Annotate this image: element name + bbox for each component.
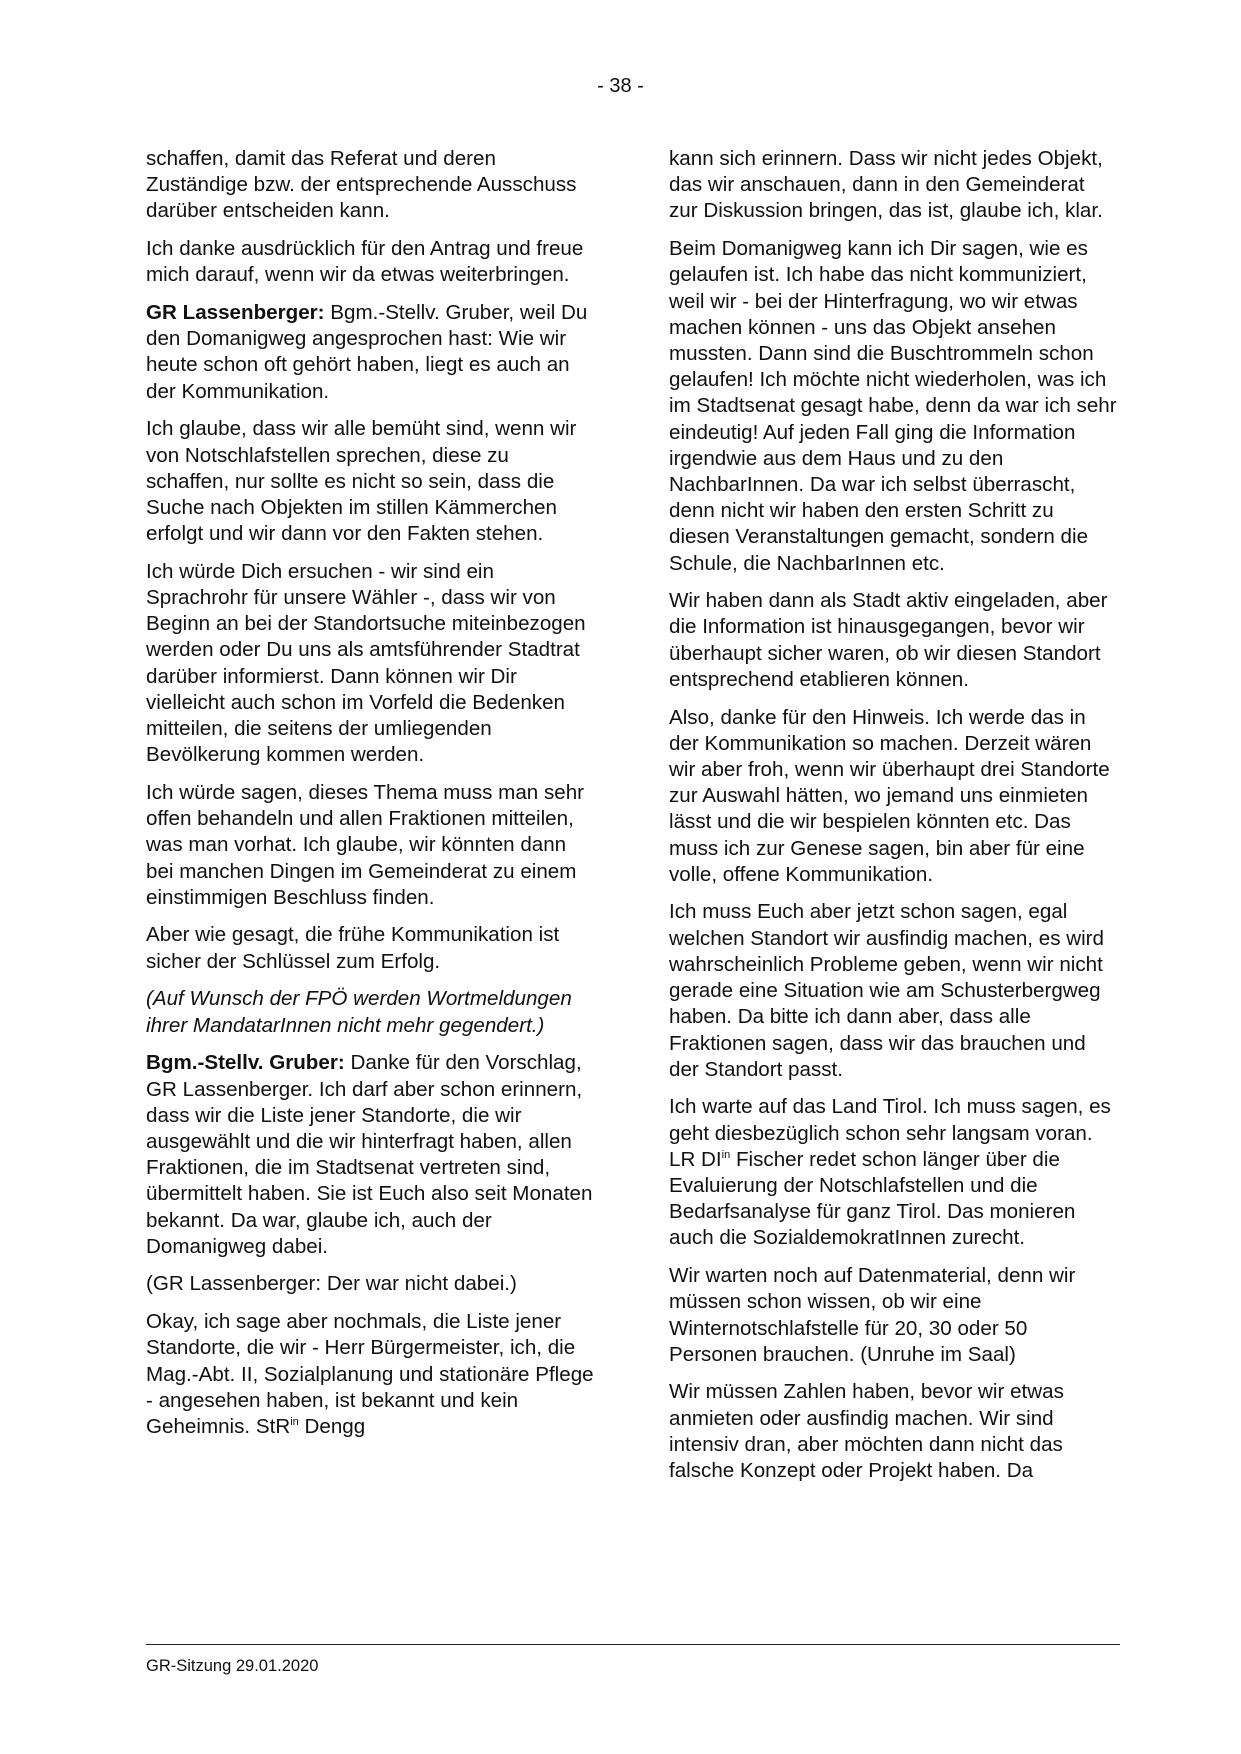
left-column [146, 146, 594, 1452]
paragraph: Ich würde sagen, dieses Thema muss man sehr offen behandeln und allen Fraktionen mitteilen, was man vorhat. Ich glaube, wir könnten dann bei manchen Dingen im Gemeinderat zu einem einstimmigen Beschluss finden. [146, 780, 585, 909]
paragraph: schaffen, damit das Referat und deren Zuständige bzw. der entsprechende Ausschuss darüber entscheiden kann. [146, 147, 577, 223]
editorial-note: (Auf Wunsch der FPÖ werden Wortmeldungen ihrer MandatarInnen nicht mehr gegendert.) [146, 987, 572, 1037]
footer-text: GR-Sitzung 29.01.2020 [146, 1657, 319, 1675]
speech-paragraph [146, 1050, 594, 1260]
paragraph-text: Ich warte auf das Land Tirol. Ich muss sagen, es geht diesbezüglich schon sehr langsam voran. LR DI [669, 1095, 1111, 1171]
speaker-name: Bgm.-Stellv. Gruber: [146, 1051, 345, 1075]
speaker-name: GR Lassenberger: [146, 301, 325, 325]
paragraph [669, 1094, 1117, 1251]
paragraph: Aber wie gesagt, die frühe Kommunikation ist sicher der Schlüssel zum Erfolg. [146, 923, 560, 973]
paragraph: Beim Domanigweg kann ich Dir sagen, wie es gelaufen ist. Ich habe das nicht kommuniziert, weil wir - bei der Hinterfragung, wo wir etwas machen können - uns das Objekt ansehen mussten. Dann sind die Buschtrommeln schon gelaufen! Ich möchte nicht wiederholen, was ich im Stadtsenat gesagt habe, denn da war ich sehr eindeutig! Auf jeden Fall ging die Information irgendwie aus dem Haus und zu den NachbarInnen. Da war ich selbst überrascht, denn nicht wir haben den ersten Schritt zu diesen Veranstaltungen gemacht, sondern die Schule, die NachbarInnen etc. [669, 237, 1117, 575]
speech-paragraph [146, 300, 594, 405]
paragraph-text: Okay, ich sage aber nochmals, die Liste jener Standorte, die wir - Herr Bürgermeister, ich, die Mag.-Abt. II, Sozialplanung und stationäre Pflege - angesehen haben, ist bekannt und kein Geheimnis. StR [146, 1310, 594, 1438]
interjection: (GR Lassenberger: Der war nicht dabei.) [146, 1272, 517, 1296]
paragraph: Wir müssen Zahlen haben, bevor wir etwas anmieten oder ausfindig machen. Wir sind intensiv dran, aber möchten dann nicht das falsche Konzept oder Projekt haben. Da [669, 1380, 1064, 1483]
paragraph [146, 1309, 594, 1440]
right-column [669, 146, 1117, 1496]
paragraph-text: Dengg [298, 1414, 366, 1438]
page-number: - 38 - [597, 75, 644, 97]
paragraph: Ich danke ausdrücklich für den Antrag und freue mich darauf, wenn wir da etwas weiterbringen. [146, 237, 584, 287]
paragraph: Ich glaube, dass wir alle bemüht sind, wenn wir von Notschlafstellen sprechen, diese zu schaffen, nur sollte es nicht so sein, dass die Suche nach Objekten im stillen Kämmerchen erfolgt und wir dann vor den Fakten stehen. [146, 417, 577, 546]
superscript: in [721, 1148, 731, 1161]
paragraph: Ich muss Euch aber jetzt schon sagen, egal welchen Standort wir ausfindig machen, es wird wahrscheinlich Probleme geben, wenn wir nicht gerade eine Situation wie am Schusterbergweg haben. Da bitte ich dann aber, dass alle Fraktionen sagen, dass wir das brauchen und der Standort passt. [669, 900, 1104, 1081]
footer-divider [146, 1644, 1120, 1645]
speech-text: Bgm.-Stellv. Gruber, weil Du den Domanigweg angesprochen hast: Wie wir heute schon oft gehört haben, liegt es auch an der Kommunikation. [146, 301, 588, 403]
paragraph: kann sich erinnern. Dass wir nicht jedes Objekt, das wir anschauen, dann in den Gemeinderat zur Diskussion bringen, das ist, glaube ich, klar. [669, 147, 1103, 223]
superscript: in [290, 1416, 299, 1429]
paragraph: Wir warten noch auf Datenmaterial, denn wir müssen schon wissen, ob wir eine Winternotschlafstelle für 20, 30 oder 50 Personen brauchen. (Unruhe im Saal) [669, 1264, 1076, 1366]
paragraph: Also, danke für den Hinweis. Ich werde das in der Kommunikation so machen. Derzeit wären wir aber froh, wenn wir überhaupt drei Standorte zur Auswahl hätten, wo jemand uns einmieten lässt und die wir bespielen könnten etc. Das muss ich zur Genese sagen, bin aber für eine volle, offene Kommunikation. [669, 705, 1110, 886]
paragraph-text: Fischer redet schon länger über die Evaluierung der Notschlafstellen und die Bedarfsanalyse für ganz Tirol. Das monieren auch die SozialdemokratInnen zurecht. [669, 1147, 1076, 1250]
paragraph: Ich würde Dich ersuchen - wir sind ein Sprachrohr für unsere Wähler -, dass wir von Beginn an bei der Standortsuche miteinbezogen werden oder Du uns als amtsführender Stadtrat darüber informierst. Dann können wir Dir vielleicht auch schon im Vorfeld die Bedenken mitteilen, die seitens der umliegenden Bevölkerung kommen werden. [146, 559, 586, 767]
speech-text: Danke für den Vorschlag, GR Lassenberger. Ich darf aber schon erinnern, dass wir die Liste jener Standorte, die wir ausgewählt und die wir hinterfragt haben, allen Fraktionen, die im Stadtsenat vertreten sind, übermittelt haben. Sie ist Euch also seit Monaten bekannt. Da war, glaube ich, auch der Domanigweg dabei. [146, 1051, 593, 1258]
paragraph: Wir haben dann als Stadt aktiv eingeladen, aber die Information ist hinausgegangen, bevor wir überhaupt sicher waren, ob wir diesen Standort entsprechend etablieren können. [669, 589, 1108, 691]
